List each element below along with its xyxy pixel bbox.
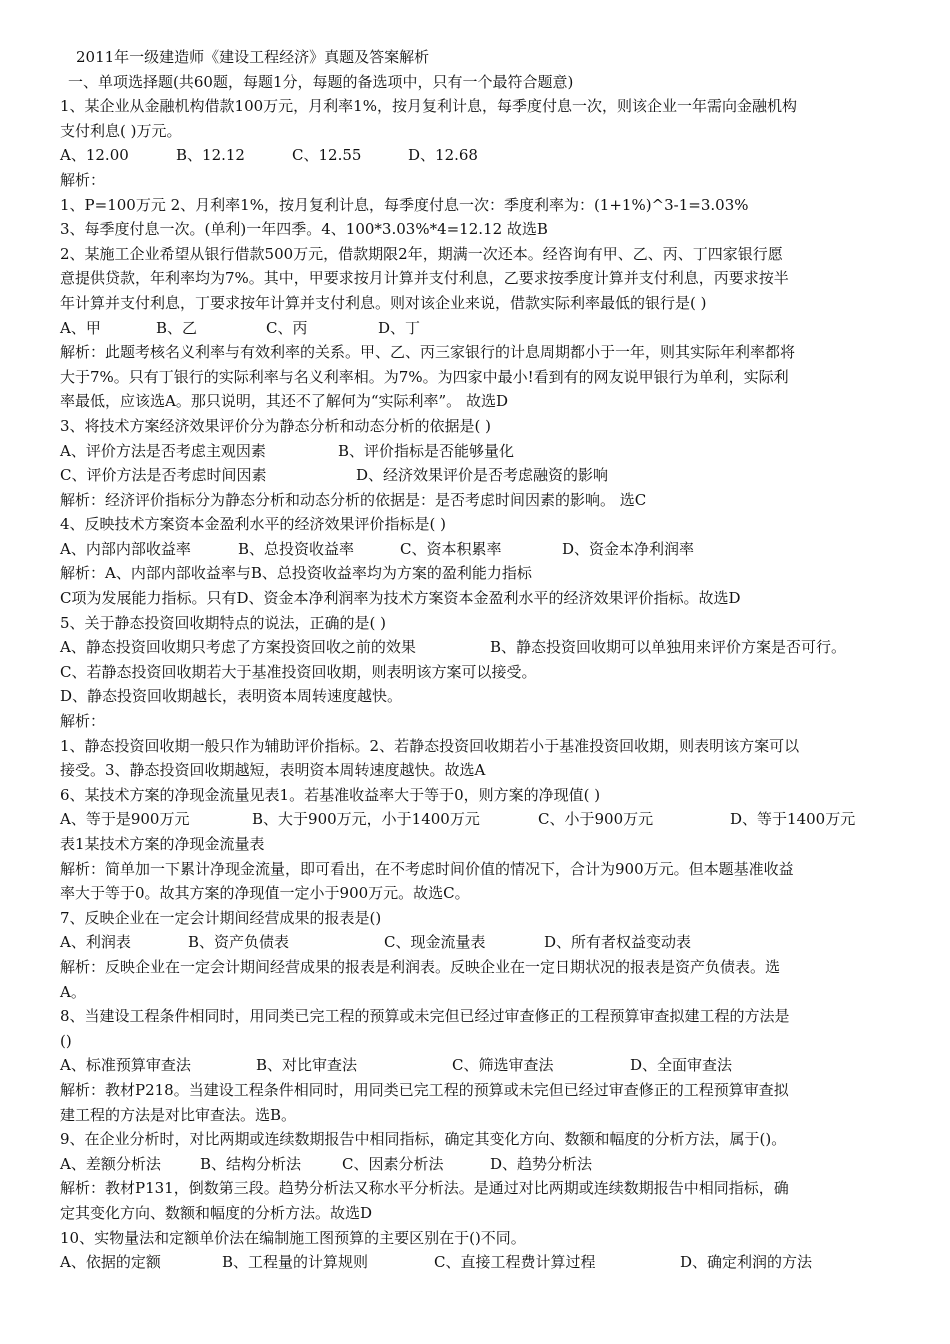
text-line: 8、当建设工程条件相同时，用同类已完工程的预算或未完但已经过审查修正的工程预算审查拟建工程的方法是 — [60, 1007, 790, 1026]
text-line: D、静态投资回收期越长，表明资本周转速度越快。 — [60, 687, 403, 706]
option-text: B、12.12 — [176, 146, 245, 165]
text-line: 解析：A、内部内部收益率与B、总投资收益率均为方案的盈利能力指标 — [60, 564, 532, 583]
option-text: B、工程量的计算规则 — [222, 1253, 369, 1272]
text-line: 6、某技术方案的净现金流量见表1。若基准收益率大于等于0，则方案的净现值( ) — [60, 785, 601, 804]
option-text: C、评价方法是否考虑时间因素 — [60, 466, 267, 485]
text-line: 率大于等于0。故其方案的净现值一定小于900万元。故选C。 — [60, 884, 470, 903]
option-text: D、经济效果评价是否考虑融资的影响 — [356, 466, 609, 485]
text-line: 率最低，应该选A。那只说明，其还不了解何为“实际利率”。 故选D — [60, 392, 508, 411]
options-line — [60, 1250, 890, 1275]
text-line: 大于7%。只有丁银行的实际利率与名义利率相。为7%。为四家中最小!看到有的网友说甲银行为单利，实际利 — [60, 367, 789, 386]
option-text: A、差额分析法 — [60, 1154, 161, 1173]
text-line: 9、在企业分析时，对比两期或连续数期报告中相同指标，确定其变化方向、数额和幅度的分析方法，属于()。 — [60, 1130, 787, 1149]
text-line: 意提供贷款，年利率均为7%。其中，甲要求按月计算并支付利息，乙要求按季度计算并支付利息，丙要求按半 — [60, 269, 789, 288]
option-text: B、资产负债表 — [188, 933, 290, 952]
option-text: D、所有者权益变动表 — [544, 933, 692, 952]
option-text: B、总投资收益率 — [238, 539, 355, 558]
options-line — [60, 537, 890, 562]
text-line: 解析：此题考核名义利率与有效利率的关系。甲、乙、丙三家银行的计息周期都小于一年，则其实际年利率都将 — [60, 343, 796, 362]
option-text: D、资金本净利润率 — [562, 539, 695, 558]
option-text: D、全面审查法 — [630, 1056, 733, 1075]
text-line: C、若静态投资回收期若大于基准投资回收期，则表明该方案可以接受。 — [60, 662, 537, 681]
text-line: 1、某企业从金融机构借款100万元，月利率1%，按月复利计息，每季度付息一次，则该企业一年需向金融机构 — [60, 97, 797, 116]
text-line: 4、反映技术方案资本金盈利水平的经济效果评价指标是( ) — [60, 515, 447, 534]
option-text: A、标准预算审查法 — [60, 1056, 191, 1075]
options-line — [60, 439, 890, 464]
option-text: D、等于1400万元 — [730, 810, 856, 829]
text-line: 解析：教材P131，倒数第三段。趋势分析法又称水平分析法。是通过对比两期或连续数期报告中相同指标，确 — [60, 1179, 789, 1198]
text-line: 10、实物量法和定额单价法在编制施工图预算的主要区别在于()不同。 — [60, 1228, 526, 1247]
option-text: D、丁 — [378, 318, 421, 337]
option-text: B、对比审查法 — [256, 1056, 358, 1075]
option-text: D、趋势分析法 — [490, 1154, 593, 1173]
text-line: 3、将技术方案经济效果评价分为静态分析和动态分析的依据是( ) — [60, 416, 492, 435]
option-text: C、直接工程费计算过程 — [434, 1253, 596, 1272]
text-line: C项为发展能力指标。只有D、资金本净利润率为技术方案资本金盈利水平的经济效果评价指标。故选D — [60, 589, 741, 608]
option-text: A、甲 — [60, 318, 101, 337]
text-line: A。 — [60, 982, 86, 1001]
option-text: A、依据的定额 — [60, 1253, 161, 1272]
options-line — [60, 316, 890, 341]
option-text: C、筛选审查法 — [452, 1056, 554, 1075]
text-line: 解析：经济评价指标分为静态分析和动态分析的依据是：是否考虑时间因素的影响。 选C — [60, 490, 647, 509]
text-line: 5、关于静态投资回收期特点的说法，正确的是( ) — [60, 613, 387, 632]
option-text: C、丙 — [266, 318, 308, 337]
option-text: B、乙 — [156, 318, 198, 337]
option-text: A、评价方法是否考虑主观因素 — [60, 441, 266, 460]
text-line: 建工程的方法是对比审查法。选B。 — [60, 1105, 297, 1124]
options-line — [60, 1053, 890, 1078]
text-line: 解析：反映企业在一定会计期间经营成果的报表是利润表。反映企业在一定日期状况的报表是资产负债表。选 — [60, 957, 781, 976]
options-line — [60, 930, 890, 955]
text-line: 1、静态投资回收期一般只作为辅助评价指标。2、若静态投资回收期若小于基准投资回收期，则表明该方案可以 — [60, 736, 800, 755]
option-text: D、确定利润的方法 — [680, 1253, 813, 1272]
option-text: A、12.00 — [60, 146, 129, 165]
option-text: B、评价指标是否能够量化 — [338, 441, 515, 460]
option-text: C、12.55 — [292, 146, 362, 165]
options-line — [60, 635, 890, 660]
text-line: 解析：教材P218。当建设工程条件相同时，用同类已完工程的预算或未完但已经过审查修正的工程预算审查拟 — [60, 1080, 789, 1099]
option-text: B、结构分析法 — [200, 1154, 302, 1173]
text-line: 定其变化方向、数额和幅度的分析方法。故选D — [60, 1203, 373, 1222]
text-line: 2、某施工企业希望从银行借款500万元，借款期限2年，期满一次还本。经咨询有甲、乙、丙、丁四家银行愿 — [60, 244, 783, 263]
option-text: A、静态投资回收期只考虑了方案投资回收之前的效果 — [60, 638, 416, 657]
options-line — [60, 143, 890, 168]
option-text: A、等于是900万元 — [60, 810, 190, 829]
text-line: 解析： — [60, 170, 106, 189]
options-line — [60, 807, 890, 832]
text-line: () — [60, 1031, 72, 1050]
option-text: D、12.68 — [408, 146, 478, 165]
text-line: 支付利息( )万元。 — [60, 121, 182, 140]
option-text: C、现金流量表 — [384, 933, 486, 952]
section-heading: 一、单项选择题(共60题，每题1分，每题的备选项中，只有一个最符合题意) — [68, 72, 574, 91]
option-text: A、内部内部收益率 — [60, 539, 191, 558]
option-text: B、静态投资回收期可以单独用来评价方案是否可行。 — [490, 638, 847, 657]
option-text: A、利润表 — [60, 933, 131, 952]
text-line: 年计算并支付利息，丁要求按年计算并支付利息。则对该企业来说，借款实际利率最低的银行是( ) — [60, 293, 707, 312]
text-line: 7、反映企业在一定会计期间经营成果的报表是() — [60, 908, 382, 927]
option-text: C、资本积累率 — [400, 539, 502, 558]
options-line — [60, 1152, 890, 1177]
text-line: 解析： — [60, 712, 106, 731]
options-line — [60, 463, 890, 488]
document-title: 2011年一级建造师《建设工程经济》真题及答案解析 — [76, 48, 430, 66]
option-text: B、大于900万元，小于1400万元 — [252, 810, 480, 829]
text-line: 接受。3、静态投资回收期越短，表明资本周转速度越快。故选A — [60, 761, 486, 780]
option-text: C、因素分析法 — [342, 1154, 444, 1173]
text-line: 3、每季度付息一次。(单利)一年四季。4、100*3.03%*4=12.12 故选B — [60, 220, 548, 239]
text-line: 1、P=100万元 2、月利率1%，按月复利计息，每季度付息一次：季度利率为：(1+1%)^3-1=3.03% — [60, 195, 749, 214]
text-line: 表1某技术方案的净现金流量表 — [60, 835, 265, 853]
option-text: C、小于900万元 — [538, 810, 654, 829]
text-line: 解析：简单加一下累计净现金流量，即可看出，在不考虑时间价值的情况下，合计为900万元。但本题基准收益 — [60, 859, 794, 878]
